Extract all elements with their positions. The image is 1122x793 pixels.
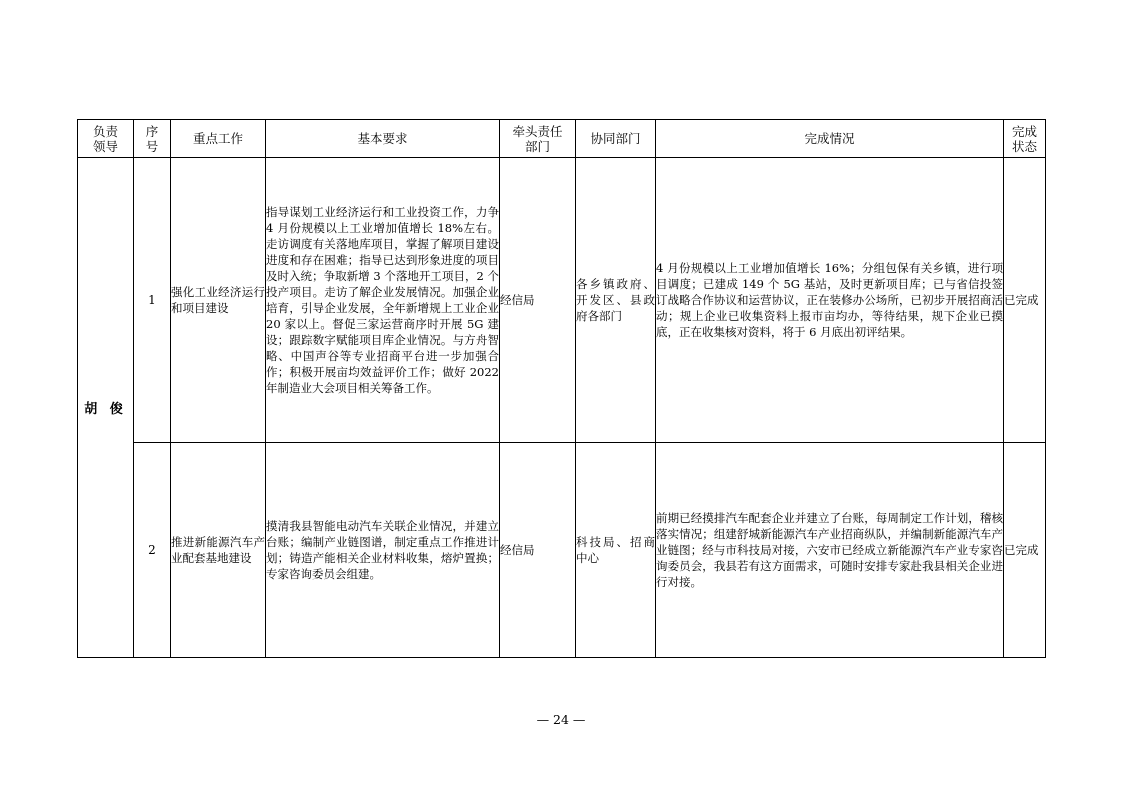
page-number: — 24 — xyxy=(536,712,586,727)
task-cell: 推进新能源汽车产业配套基地建设 xyxy=(171,443,266,658)
progress-cell: 4 月份规模以上工业增加值增长 16%；分组包保有关乡镇，进行项目调度；已建成 149 个 5G 基站，及时更新项目库；已与省信投签订战略合作协议和运营协议，正在装修办公场所，已初步开展招商活动；规上企业已收集资料上报市亩均办，等待结果，规下企业已摸底，正在收集核对资料，将于 6 月底出初评结果。 xyxy=(656,158,1004,443)
table-row xyxy=(78,443,1046,658)
requirement-cell: 指导谋划工业经济运行和工业投资工作，力争 4 月份规模以上工业增加值增长 18%左右。 走访调度有关落地库项目，掌握了解项目建设进度和存在困难；指导已达到形象进度的项目及时入统；争取新增 3 个落地开工项目，2 个投产项目。走访了解企业发展情况。加强企业培育，引导企业发展，全年新增规上工业企业 20 家以上。督促三家运营商序时开展 5G 建设；跟踪数字赋能项目库企业情况。与方舟智略、中国声谷等专业招商平台进一步加强合作；积极开展亩均效益评价工作；做好 2022 年制造业大会项目相关筹备工作。 xyxy=(266,158,500,443)
coop-dept-cell: 科技局、招商中心 xyxy=(576,443,656,658)
table-header-row xyxy=(78,120,1046,158)
header-requirement: 基本要求 xyxy=(266,120,500,158)
leader-cell: 胡 俊 xyxy=(78,158,134,658)
header-progress: 完成情况 xyxy=(656,120,1004,158)
requirement-cell: 摸清我县智能电动汽车关联企业情况，并建立台账；编制产业链图谱，制定重点工作推进计划；铸造产能相关企业材料收集，熔炉置换；专家咨询委员会组建。 xyxy=(266,443,500,658)
lead-dept-cell: 经信局 xyxy=(500,158,576,443)
status-cell: 已完成 xyxy=(1004,158,1046,443)
table-row xyxy=(78,158,1046,443)
header-status: 完成状态 xyxy=(1004,120,1046,158)
task-cell: 强化工业经济运行和项目建设 xyxy=(171,158,266,443)
lead-dept-cell: 经信局 xyxy=(500,443,576,658)
coop-dept-cell: 各乡镇政府、开发区、县政府各部门 xyxy=(576,158,656,443)
status-cell: 已完成 xyxy=(1004,443,1046,658)
header-lead-dept: 牵头责任部门 xyxy=(500,120,576,158)
progress-cell: 前期已经摸排汽车配套企业并建立了台账，每周制定工作计划，稽核落实情况；组建舒城新能源汽车产业招商纵队，并编制新能源汽车产业链图；经与市科技局对接，六安市已经成立新能源汽车产业专家咨询委员会，我县若有这方面需求，可随时安排专家赴我县相关企业进行对接。 xyxy=(656,443,1004,658)
seq-cell: 1 xyxy=(134,158,171,443)
seq-cell: 2 xyxy=(134,443,171,658)
header-coop-dept: 协同部门 xyxy=(576,120,656,158)
header-leader: 负责领导 xyxy=(78,120,134,158)
work-plan-table xyxy=(77,119,1046,658)
header-seq: 序号 xyxy=(134,120,171,158)
header-task: 重点工作 xyxy=(171,120,266,158)
